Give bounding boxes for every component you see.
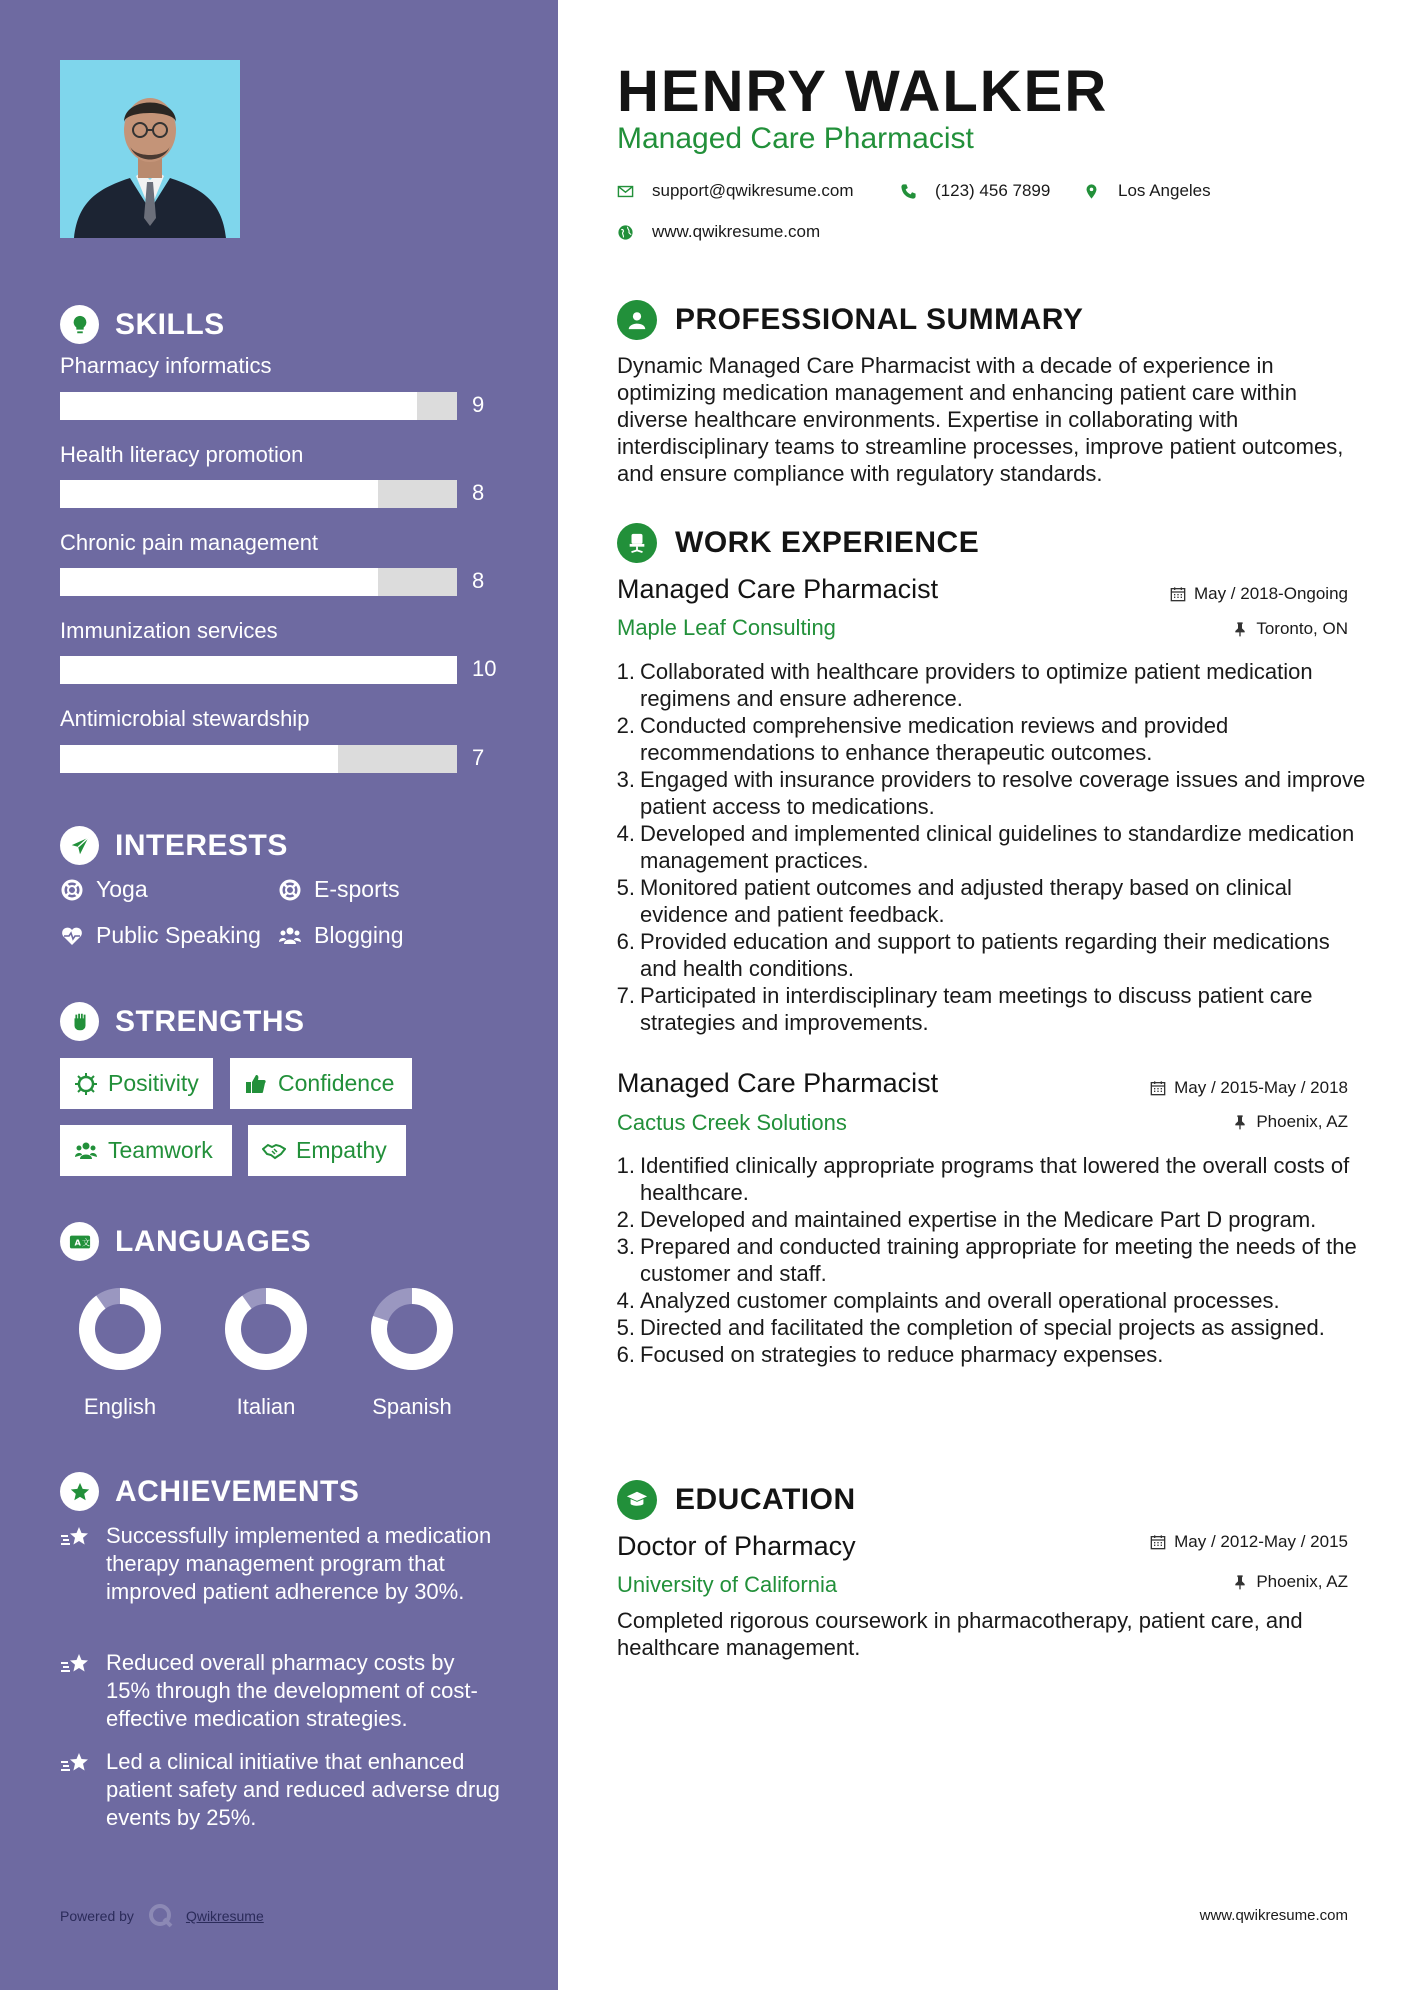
language-item bbox=[216, 1286, 316, 1420]
list-item-text: Identified clinically appropriate programs that lowered the overall costs of healthcare. bbox=[640, 1153, 1350, 1205]
language-icon bbox=[60, 1222, 99, 1261]
lifebuoy-icon bbox=[278, 878, 302, 902]
users-icon bbox=[74, 1139, 98, 1163]
heartbeat-icon bbox=[60, 924, 84, 948]
user-icon bbox=[617, 300, 657, 340]
job-dates bbox=[1170, 584, 1348, 604]
office-chair-icon bbox=[617, 523, 657, 563]
strengths-title: STRENGTHS bbox=[115, 1004, 305, 1038]
strength-badge bbox=[60, 1058, 213, 1109]
powered-by bbox=[60, 1903, 264, 1929]
experience-heading bbox=[617, 523, 979, 563]
achievement-text: Led a clinical initiative that enhanced patient safety and reduced adverse drug events by 25%. bbox=[106, 1749, 500, 1830]
language-item bbox=[70, 1286, 170, 1420]
interest-item bbox=[278, 876, 400, 903]
profile-photo-image bbox=[60, 60, 240, 238]
phone-text: (123) 456 7899 bbox=[935, 181, 1051, 200]
job-title: Managed Care Pharmacist bbox=[617, 574, 939, 604]
contact-email bbox=[617, 181, 854, 201]
list-item: 4. Developed and implemented clinical guidelines to standardize medication management practices. bbox=[608, 820, 1368, 874]
list-item-text: Analyzed customer complaints and overall operational processes. bbox=[640, 1288, 1280, 1313]
phone-icon bbox=[900, 183, 917, 200]
language-ring bbox=[77, 1286, 163, 1372]
skill-value: 8 bbox=[472, 568, 485, 593]
users-icon bbox=[278, 924, 302, 948]
strength-badge bbox=[60, 1125, 232, 1176]
list-item-text: Participated in interdisciplinary team meetings to discuss patient care strategies and improvements. bbox=[640, 983, 1313, 1035]
calendar-icon bbox=[1150, 1080, 1166, 1096]
lifebuoy-icon bbox=[60, 878, 84, 902]
interest-item bbox=[60, 922, 261, 949]
skill-bar bbox=[60, 568, 457, 596]
fist-icon bbox=[60, 1002, 99, 1041]
skill-bar bbox=[60, 392, 457, 420]
contact-website bbox=[617, 222, 820, 242]
list-item-text: Monitored patient outcomes and adjusted therapy based on clinical evidence and patient feedback. bbox=[640, 875, 1292, 927]
list-item-text: Developed and implemented clinical guidelines to standardize medication management practices. bbox=[640, 821, 1355, 873]
qwikresume-logo-icon bbox=[148, 1903, 174, 1929]
achievements-heading bbox=[60, 1472, 359, 1511]
strengths-heading bbox=[60, 1002, 305, 1041]
list-item: 7. Participated in interdisciplinary team meetings to discuss patient care strategies and improvements. bbox=[608, 982, 1368, 1036]
website-text[interactable]: www.qwikresume.com bbox=[652, 222, 821, 241]
skills-heading bbox=[60, 305, 225, 344]
interests-heading bbox=[60, 826, 288, 865]
skill-bar-fill bbox=[60, 568, 378, 596]
education-location-text: Phoenix, AZ bbox=[1256, 1572, 1348, 1591]
list-item: 2. Conducted comprehensive medication reviews and provided recommendations to enhance therapeutic outcomes. bbox=[608, 712, 1368, 766]
interest-label: Public Speaking bbox=[96, 922, 261, 948]
skill-name: Health literacy promotion bbox=[60, 442, 304, 467]
sidebar bbox=[0, 0, 558, 1990]
pushpin-icon bbox=[1232, 621, 1248, 637]
achievement-item bbox=[60, 1748, 500, 1832]
education-text: Completed rigorous coursework in pharmacotherapy, patient care, and healthcare management. bbox=[617, 1608, 1303, 1660]
job-dates-text: May / 2015-May / 2018 bbox=[1174, 1078, 1348, 1097]
svg-text:A: A bbox=[74, 1237, 81, 1248]
interest-label: Yoga bbox=[96, 876, 148, 902]
achievements-title: ACHIEVEMENTS bbox=[115, 1474, 360, 1508]
job-responsibilities bbox=[608, 658, 1368, 1036]
language-label: English bbox=[83, 1394, 157, 1419]
email-text[interactable]: support@qwikresume.com bbox=[652, 181, 854, 200]
language-label: Italian bbox=[236, 1394, 296, 1419]
globe-icon bbox=[617, 224, 634, 241]
list-item-text: Directed and facilitated the completion of special projects as assigned. bbox=[640, 1315, 1325, 1340]
contact-phone bbox=[900, 181, 1050, 201]
language-item bbox=[362, 1286, 462, 1420]
job-location-text: Toronto, ON bbox=[1256, 619, 1348, 638]
job-dates bbox=[1150, 1078, 1348, 1098]
map-marker-icon bbox=[1083, 183, 1100, 200]
strength-label: Positivity bbox=[108, 1070, 199, 1096]
profile-photo bbox=[60, 60, 240, 238]
location-text: Los Angeles bbox=[1118, 181, 1211, 200]
skill-bar-fill bbox=[60, 392, 417, 420]
list-item-text: Collaborated with healthcare providers to optimize patient medication regimens and ensure adherence. bbox=[640, 659, 1313, 711]
achievement-item bbox=[60, 1649, 500, 1733]
summary-text: Dynamic Managed Care Pharmacist with a decade of experience in optimizing medication management and enhancing patient care within diverse healthcare environments. Expertise in collaborating with interdisciplinary teams to streamline processes, improve patient outcomes, and ensure compliance with regulatory standards. bbox=[617, 353, 1344, 486]
list-item: 6. Focused on strategies to reduce pharmacy expenses. bbox=[616, 1342, 1164, 1367]
achievement-text: Reduced overall pharmacy costs by 15% through the development of cost-effective medication strategies. bbox=[106, 1650, 478, 1731]
shooting-star-icon bbox=[60, 1651, 92, 1679]
strength-label: Confidence bbox=[278, 1070, 395, 1096]
interest-label: E-sports bbox=[314, 876, 400, 902]
language-ring bbox=[223, 1286, 309, 1372]
strength-badge bbox=[248, 1125, 406, 1176]
skill-name: Antimicrobial stewardship bbox=[60, 706, 310, 731]
list-item-text: Focused on strategies to reduce pharmacy expenses. bbox=[640, 1342, 1164, 1367]
skill-value: 8 bbox=[472, 480, 485, 505]
list-item: 5. Directed and facilitated the completion of special projects as assigned. bbox=[616, 1315, 1325, 1340]
interest-item bbox=[278, 922, 404, 949]
job-company: Cactus Creek Solutions bbox=[617, 1110, 847, 1135]
sun-icon bbox=[74, 1072, 98, 1096]
list-item: 5. Monitored patient outcomes and adjusted therapy based on clinical evidence and patient feedback. bbox=[608, 874, 1368, 928]
languages-title: LANGUAGES bbox=[115, 1224, 312, 1258]
job-title: Managed Care Pharmacist bbox=[617, 1068, 939, 1098]
skill-value: 7 bbox=[472, 745, 485, 770]
list-item-text: Provided education and support to patients regarding their medications and health conditions. bbox=[640, 929, 1330, 981]
degree-title: Doctor of Pharmacy bbox=[617, 1531, 856, 1561]
education-heading bbox=[617, 1480, 856, 1520]
strength-label: Teamwork bbox=[108, 1137, 213, 1163]
list-item-text: Conducted comprehensive medication reviews and provided recommendations to enhance therapeutic outcomes. bbox=[640, 713, 1229, 765]
skill-bar-fill bbox=[60, 480, 378, 508]
interest-label: Blogging bbox=[314, 922, 404, 948]
summary-heading bbox=[617, 300, 1083, 340]
pushpin-icon bbox=[1232, 1114, 1248, 1130]
school-name: University of California bbox=[617, 1572, 838, 1597]
education-dates-text: May / 2012-May / 2015 bbox=[1174, 1532, 1348, 1551]
list-item-text: Prepared and conducted training appropriate for meeting the needs of the customer and staff. bbox=[640, 1234, 1357, 1286]
pushpin-icon bbox=[1232, 1574, 1248, 1590]
job-company: Maple Leaf Consulting bbox=[617, 615, 836, 640]
skill-value: 10 bbox=[472, 656, 497, 681]
skill-bar bbox=[60, 480, 457, 508]
skill-name: Immunization services bbox=[60, 618, 278, 643]
experience-title: WORK EXPERIENCE bbox=[675, 526, 980, 559]
skill-name: Pharmacy informatics bbox=[60, 353, 272, 378]
interest-item bbox=[60, 876, 148, 903]
thumbs-up-icon bbox=[244, 1072, 268, 1096]
qwikresume-link[interactable]: Qwikresume bbox=[185, 1908, 264, 1924]
skill-name: Chronic pain management bbox=[60, 530, 319, 555]
skills-title: SKILLS bbox=[115, 307, 225, 341]
interests-title: INTERESTS bbox=[115, 828, 288, 862]
lightbulb-icon bbox=[60, 305, 99, 344]
list-item-text: Developed and maintained expertise in the Medicare Part D program. bbox=[640, 1207, 1317, 1232]
education-dates bbox=[1150, 1532, 1348, 1552]
handshake-icon bbox=[262, 1139, 286, 1163]
list-item: 1. Collaborated with healthcare providers to optimize patient medication regimens and ensure adherence. bbox=[608, 658, 1368, 712]
job-location bbox=[1232, 619, 1348, 639]
skill-value: 9 bbox=[472, 392, 485, 417]
shooting-star-icon bbox=[60, 1524, 92, 1552]
list-item: 3. Engaged with insurance providers to resolve coverage issues and improve patient access to medications. bbox=[608, 766, 1368, 820]
skill-bar-fill bbox=[60, 745, 338, 773]
strength-badge bbox=[230, 1058, 412, 1109]
candidate-name: HENRY WALKER bbox=[617, 59, 1109, 124]
footer-website[interactable]: www.qwikresume.com bbox=[1199, 1907, 1348, 1924]
contact-location bbox=[1083, 181, 1211, 201]
language-label: Spanish bbox=[372, 1394, 452, 1419]
job-location-text: Phoenix, AZ bbox=[1256, 1112, 1348, 1131]
list-item: 3. Prepared and conducted training appropriate for meeting the needs of the customer and staff. bbox=[608, 1233, 1368, 1287]
candidate-role: Managed Care Pharmacist bbox=[617, 122, 974, 155]
graduate-icon bbox=[617, 1480, 657, 1520]
achievement-text: Successfully implemented a medication therapy management program that improved patient adherence by 30%. bbox=[106, 1523, 492, 1604]
list-item-text: Engaged with insurance providers to resolve coverage issues and improve patient access to medications. bbox=[640, 767, 1366, 819]
shooting-star-icon bbox=[60, 1750, 92, 1778]
language-ring bbox=[369, 1286, 455, 1372]
job-responsibilities bbox=[608, 1152, 1368, 1368]
education-location bbox=[1232, 1572, 1348, 1592]
strength-label: Empathy bbox=[296, 1137, 387, 1163]
achievement-item bbox=[60, 1522, 500, 1606]
list-item: 4. Analyzed customer complaints and overall operational processes. bbox=[616, 1288, 1280, 1313]
powered-by-label: Powered by bbox=[60, 1908, 134, 1924]
summary-title: PROFESSIONAL SUMMARY bbox=[675, 303, 1084, 336]
languages-heading bbox=[60, 1222, 311, 1261]
paper-plane-icon bbox=[60, 826, 99, 865]
svg-text:文: 文 bbox=[81, 1237, 90, 1248]
skill-bar bbox=[60, 656, 457, 684]
education-title: EDUCATION bbox=[675, 1483, 856, 1516]
calendar-icon bbox=[1150, 1534, 1166, 1550]
list-item: 2. Developed and maintained expertise in the Medicare Part D program. bbox=[616, 1207, 1317, 1232]
list-item: 1. Identified clinically appropriate programs that lowered the overall costs of healthcare. bbox=[608, 1152, 1368, 1206]
job-dates-text: May / 2018-Ongoing bbox=[1193, 584, 1348, 603]
calendar-icon bbox=[1170, 586, 1186, 602]
job-location bbox=[1232, 1112, 1348, 1132]
envelope-icon bbox=[617, 183, 634, 200]
skill-bar-fill bbox=[60, 656, 457, 684]
skill-bar bbox=[60, 745, 457, 773]
star-badge-icon bbox=[60, 1472, 99, 1511]
list-item: 6. Provided education and support to patients regarding their medications and health conditions. bbox=[608, 928, 1368, 982]
